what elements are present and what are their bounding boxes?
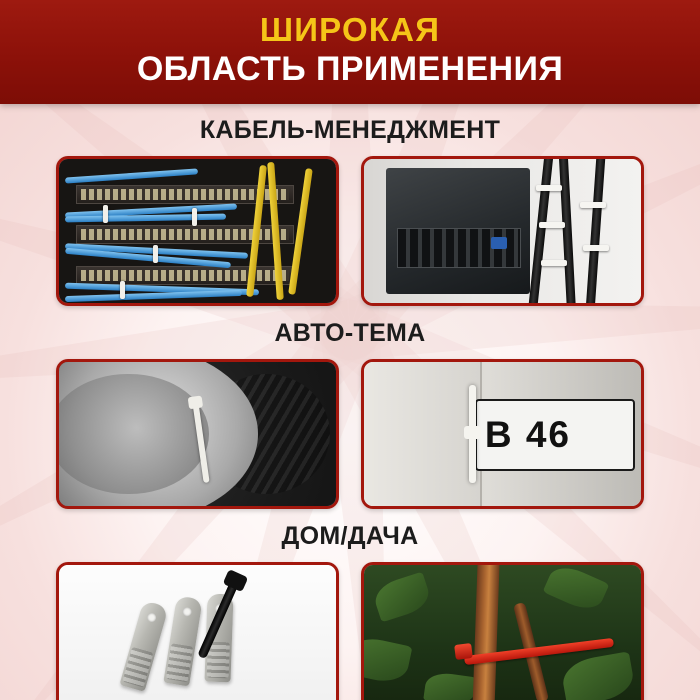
section-title-cable-management: КАБЕЛЬ-МЕНЕДЖМЕНТ — [199, 116, 501, 144]
poster-header — [0, 0, 700, 104]
photo-patch-panel — [59, 159, 336, 303]
section-title-auto: АВТО-ТЕМА — [274, 319, 426, 347]
section-cable-management — [0, 116, 700, 306]
section-home-garden — [0, 522, 700, 700]
licence-plate — [475, 399, 636, 471]
card-row-auto — [0, 359, 700, 509]
photo-card-network-switch — [361, 156, 644, 306]
header-title-line1: ШИРОКАЯ — [259, 11, 441, 48]
photo-keys — [59, 565, 336, 700]
photo-network-switch — [364, 159, 641, 303]
photo-card-plant-branch — [361, 562, 644, 700]
photo-card-car-wheel — [56, 359, 339, 509]
photo-card-keys — [56, 562, 339, 700]
photo-licence-plate — [364, 362, 641, 506]
licence-plate-text: В 46 — [484, 414, 571, 456]
header-title-line2: ОБЛАСТЬ ПРИМЕНЕНИЯ — [136, 50, 564, 88]
section-auto — [0, 319, 700, 509]
card-row-cable-management — [0, 156, 700, 306]
photo-car-wheel — [59, 362, 336, 506]
photo-plant-branch — [364, 565, 641, 700]
card-row-home-garden — [0, 562, 700, 700]
photo-card-licence-plate — [361, 359, 644, 509]
photo-card-patch-panel — [56, 156, 339, 306]
section-title-home-garden: ДОМ/ДАЧА — [281, 522, 419, 550]
